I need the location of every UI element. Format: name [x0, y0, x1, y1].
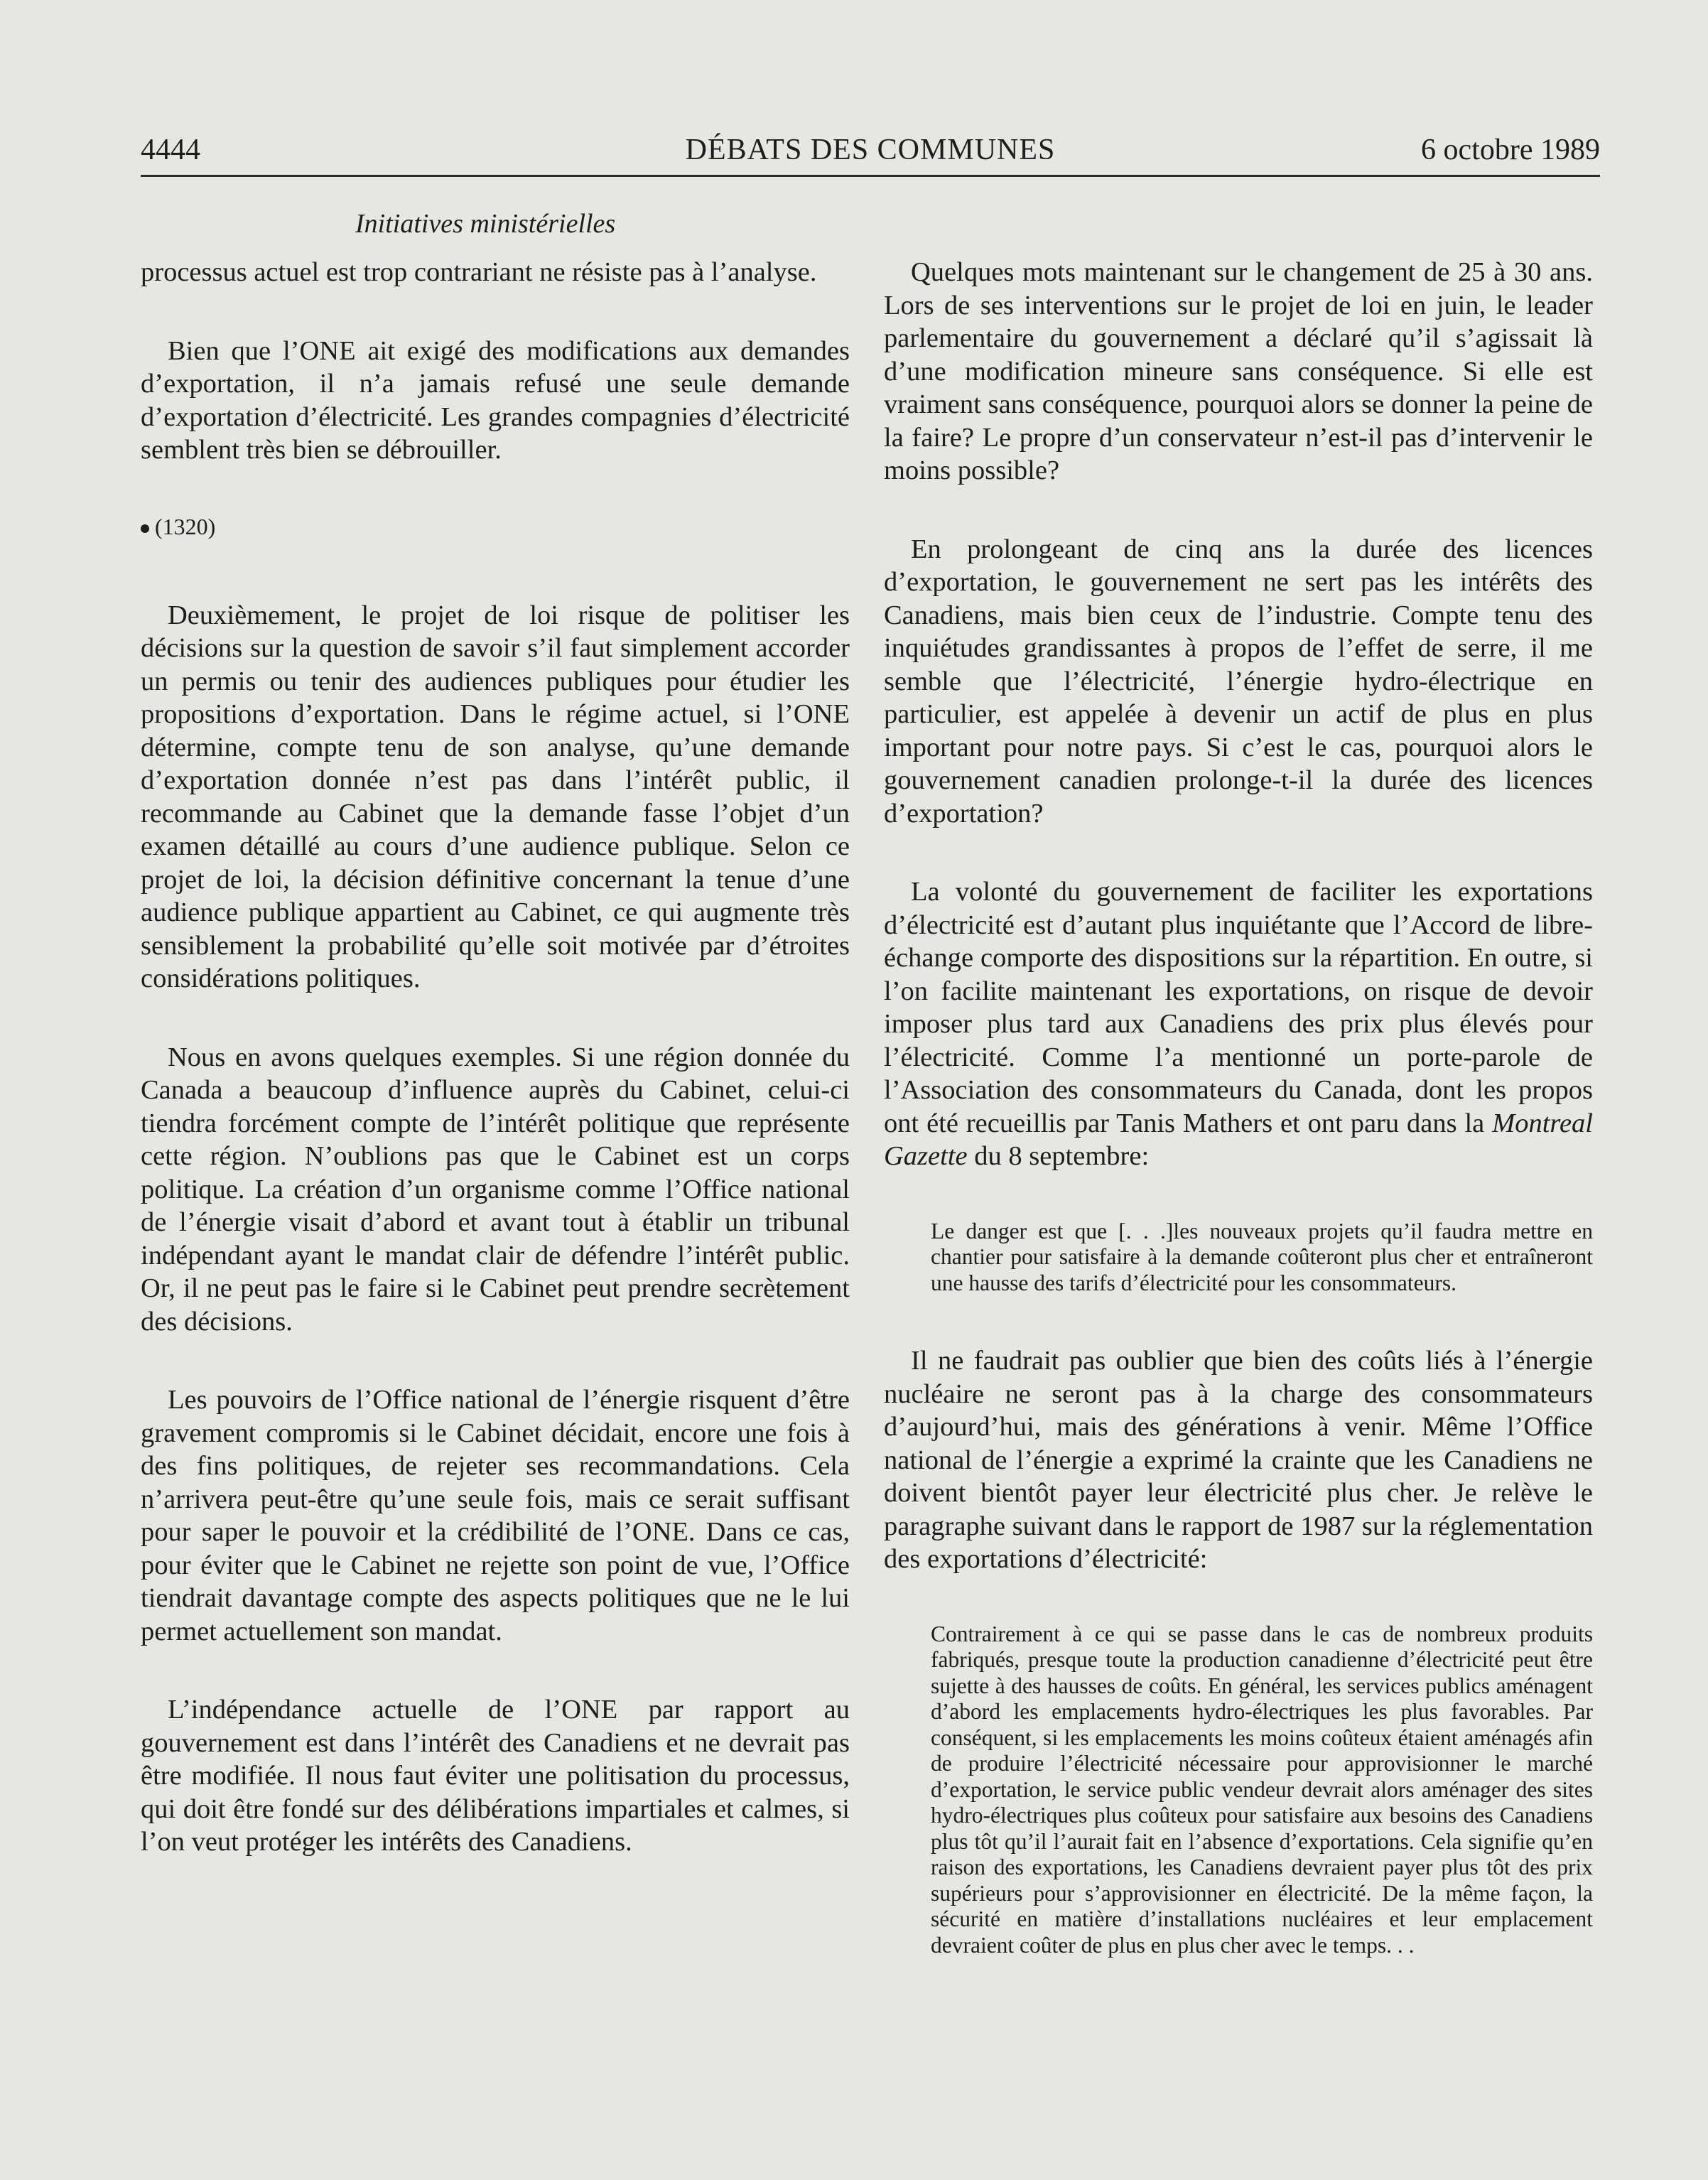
- time-marker-text: (1320): [155, 513, 216, 539]
- page-header: [141, 132, 1600, 177]
- bullet-icon: [141, 524, 149, 533]
- paragraph: Nous en avons quelques exemples. Si une région donnée du Canada a beaucoup d’influence auprès du Cabinet, celui-ci tiendra forcément compte de l’intérêt politique que représente cette région. N’oublions pas que le Cabinet est un corps politique. La création d’un organisme comme l’Office national de l’énergie visait d’abord et avant tout à établir un tribunal indépendant ayant le mandat clair de défendre l’intérêt public. Or, il ne peut pas le faire si le Cabinet peut prendre secrètement des décisions.: [141, 1042, 850, 1337]
- publication-date: 6 octobre 1989: [1421, 134, 1600, 166]
- paragraph: Les pouvoirs de l’Office national de l’énergie risquent d’être gravement compromis si le Cabinet décidait, encore une fois à des fins politiques, de rejeter ses recommandations. Cela n’arrivera peut-être qu’une seule fois, mais ce serait suffisant pour saper le pouvoir et la crédibilité de l’ONE. Dans ce cas, pour éviter que le Cabinet ne rejette son point de vue, l’Office tiendrait davantage compte des aspects politiques que ne le lui permet actuellement son mandat.: [141, 1385, 850, 1646]
- paragraph-text: du 8 septembre:: [967, 1141, 1150, 1171]
- paragraph: [884, 875, 1593, 1173]
- paragraph: Il ne faudrait pas oublier que bien des coûts liés à l’énergie nucléaire ne seront pas à la charge des consommateurs d’aujourd’hui, mais des générations à venir. Même l’Office national de l’énergie a exprimé la crainte que les Canadiens ne doivent bientôt payer leur électricité plus cher. Je relève le paragraphe suivant dans le rapport de 1987 sur la réglementation des exportations d’électricité:: [884, 1346, 1593, 1574]
- block-quote: Le danger est que [. . .]les nouveaux projets qu’il faudra mettre en chantier pour satisfaire à la demande coûteront plus cher et entraîneront une hausse des tarifs d’électricité pour les consommateurs.: [931, 1218, 1593, 1295]
- paragraph-text: La volonté du gouvernement de faciliter les exportations d’électricité est d’autant plus inquiétante que l’Accord de libre-échange comporte des dispositions sur la répartition. En outre, si l’on facilite maintenant les exportations, on risque de devoir imposer plus tard aux Canadiens des prix plus élevés pour l’électricité. Comme l’a mentionné un porte-parole de l’Association des consommateurs du Canada, dont les propos ont été recueillis par Tanis Mathers et ont paru dans la: [884, 877, 1593, 1138]
- paragraph: Deuxièmement, le projet de loi risque de politiser les décisions sur la question de savoir s’il faut simplement accorder un permis ou tenir des audiences publiques pour étudier les propositions d’exportation. Dans le régime actuel, si l’ONE détermine, compte tenu de son analyse, qu’une demande d’exportation donnée n’est pas dans l’intérêt public, il recommande au Cabinet que la demande fasse l’objet d’un examen détaillé au cours d’une audience publique. Selon ce projet de loi, la décision définitive concernant la tenue d’une audience publique appartient au Cabinet, ce qui augmente très sensiblement la probabilité qu’elle soit motivée par d’étroites considérations politiques.: [141, 600, 850, 993]
- paragraph: L’indépendance actuelle de l’ONE par rapport au gouvernement est dans l’intérêt des Canadiens et ne devrait pas être modifiée. Il nous faut éviter une politisation du processus, qui doit être fondé sur des délibérations impartiales et calmes, si l’on veut protéger les intérêts des Canadiens.: [141, 1695, 850, 1857]
- left-column: [141, 256, 850, 1904]
- time-marker: [141, 512, 850, 541]
- block-quote: Contrairement à ce qui se passe dans le cas de nombreux produits fabriqués, presque toute la production canadienne d’électricité peut être sujette à des hausses de coûts. En général, les services publics aménagent d’abord les emplacements hydro-électriques les plus favorables. Par conséquent, si les emplacements les moins coûteux étaient aménagés afin de produire l’électricité nécessaire pour approvisionner le marché d’exportation, le service public vendeur devrait alors aménager des sites hydro-électriques plus coûteux pour satisfaire aux besoins des Canadiens plus tôt qu’il l’aurait fait en l’absence d’exportations. Cela signifie qu’en raison des exportations, les Canadiens devraient payer plus tôt des prix supérieurs pour s’approvisionner en électricité. De la même façon, la sécurité en matière d’installations nucléaires et leur emplacement devraient coûter de plus en plus cher avec le temps. . .: [931, 1621, 1593, 1958]
- publication-title: DÉBATS DES COMMUNES: [685, 134, 1056, 166]
- paragraph: En prolongeant de cinq ans la durée des licences d’exportation, le gouvernement ne sert pas les intérêts des Canadiens, mais bien ceux de l’industrie. Compte tenu des inquiétudes grandissantes à propos de l’effet de serre, il me semble que l’électricité, l’énergie hydro-électrique en particulier, est appelée à devenir un actif de plus en plus important pour notre pays. Si c’est le cas, pourquoi alors le gouvernement canadien prolonge-t-il la durée des licences d’exportation?: [884, 534, 1593, 829]
- right-column: [884, 256, 1593, 2007]
- paragraph: Bien que l’ONE ait exigé des modifications aux demandes d’exportation, il n’a jamais refusé une seule demande d’exportation d’électricité. Les grandes compagnies d’électricité semblent très bien se débrouiller.: [141, 335, 850, 465]
- newspaper-title: Montreal Gazette: [884, 1108, 1593, 1171]
- section-label: Initiatives ministérielles: [355, 209, 616, 239]
- paragraph: processus actuel est trop contrariant ne résiste pas à l’analyse.: [141, 257, 817, 287]
- page-number: 4444: [141, 134, 200, 166]
- paragraph: Quelques mots maintenant sur le changement de 25 à 30 ans. Lors de ses interventions sur le projet de loi en juin, le leader parlementaire du gouvernement a déclaré qu’il s’agissait là d’une modification mineure sans conséquence. Si elle est vraiment sans conséquence, pourquoi alors se donner la peine de la faire? Le propre d’un conservateur n’est-il pas d’intervenir le moins possible?: [884, 257, 1593, 485]
